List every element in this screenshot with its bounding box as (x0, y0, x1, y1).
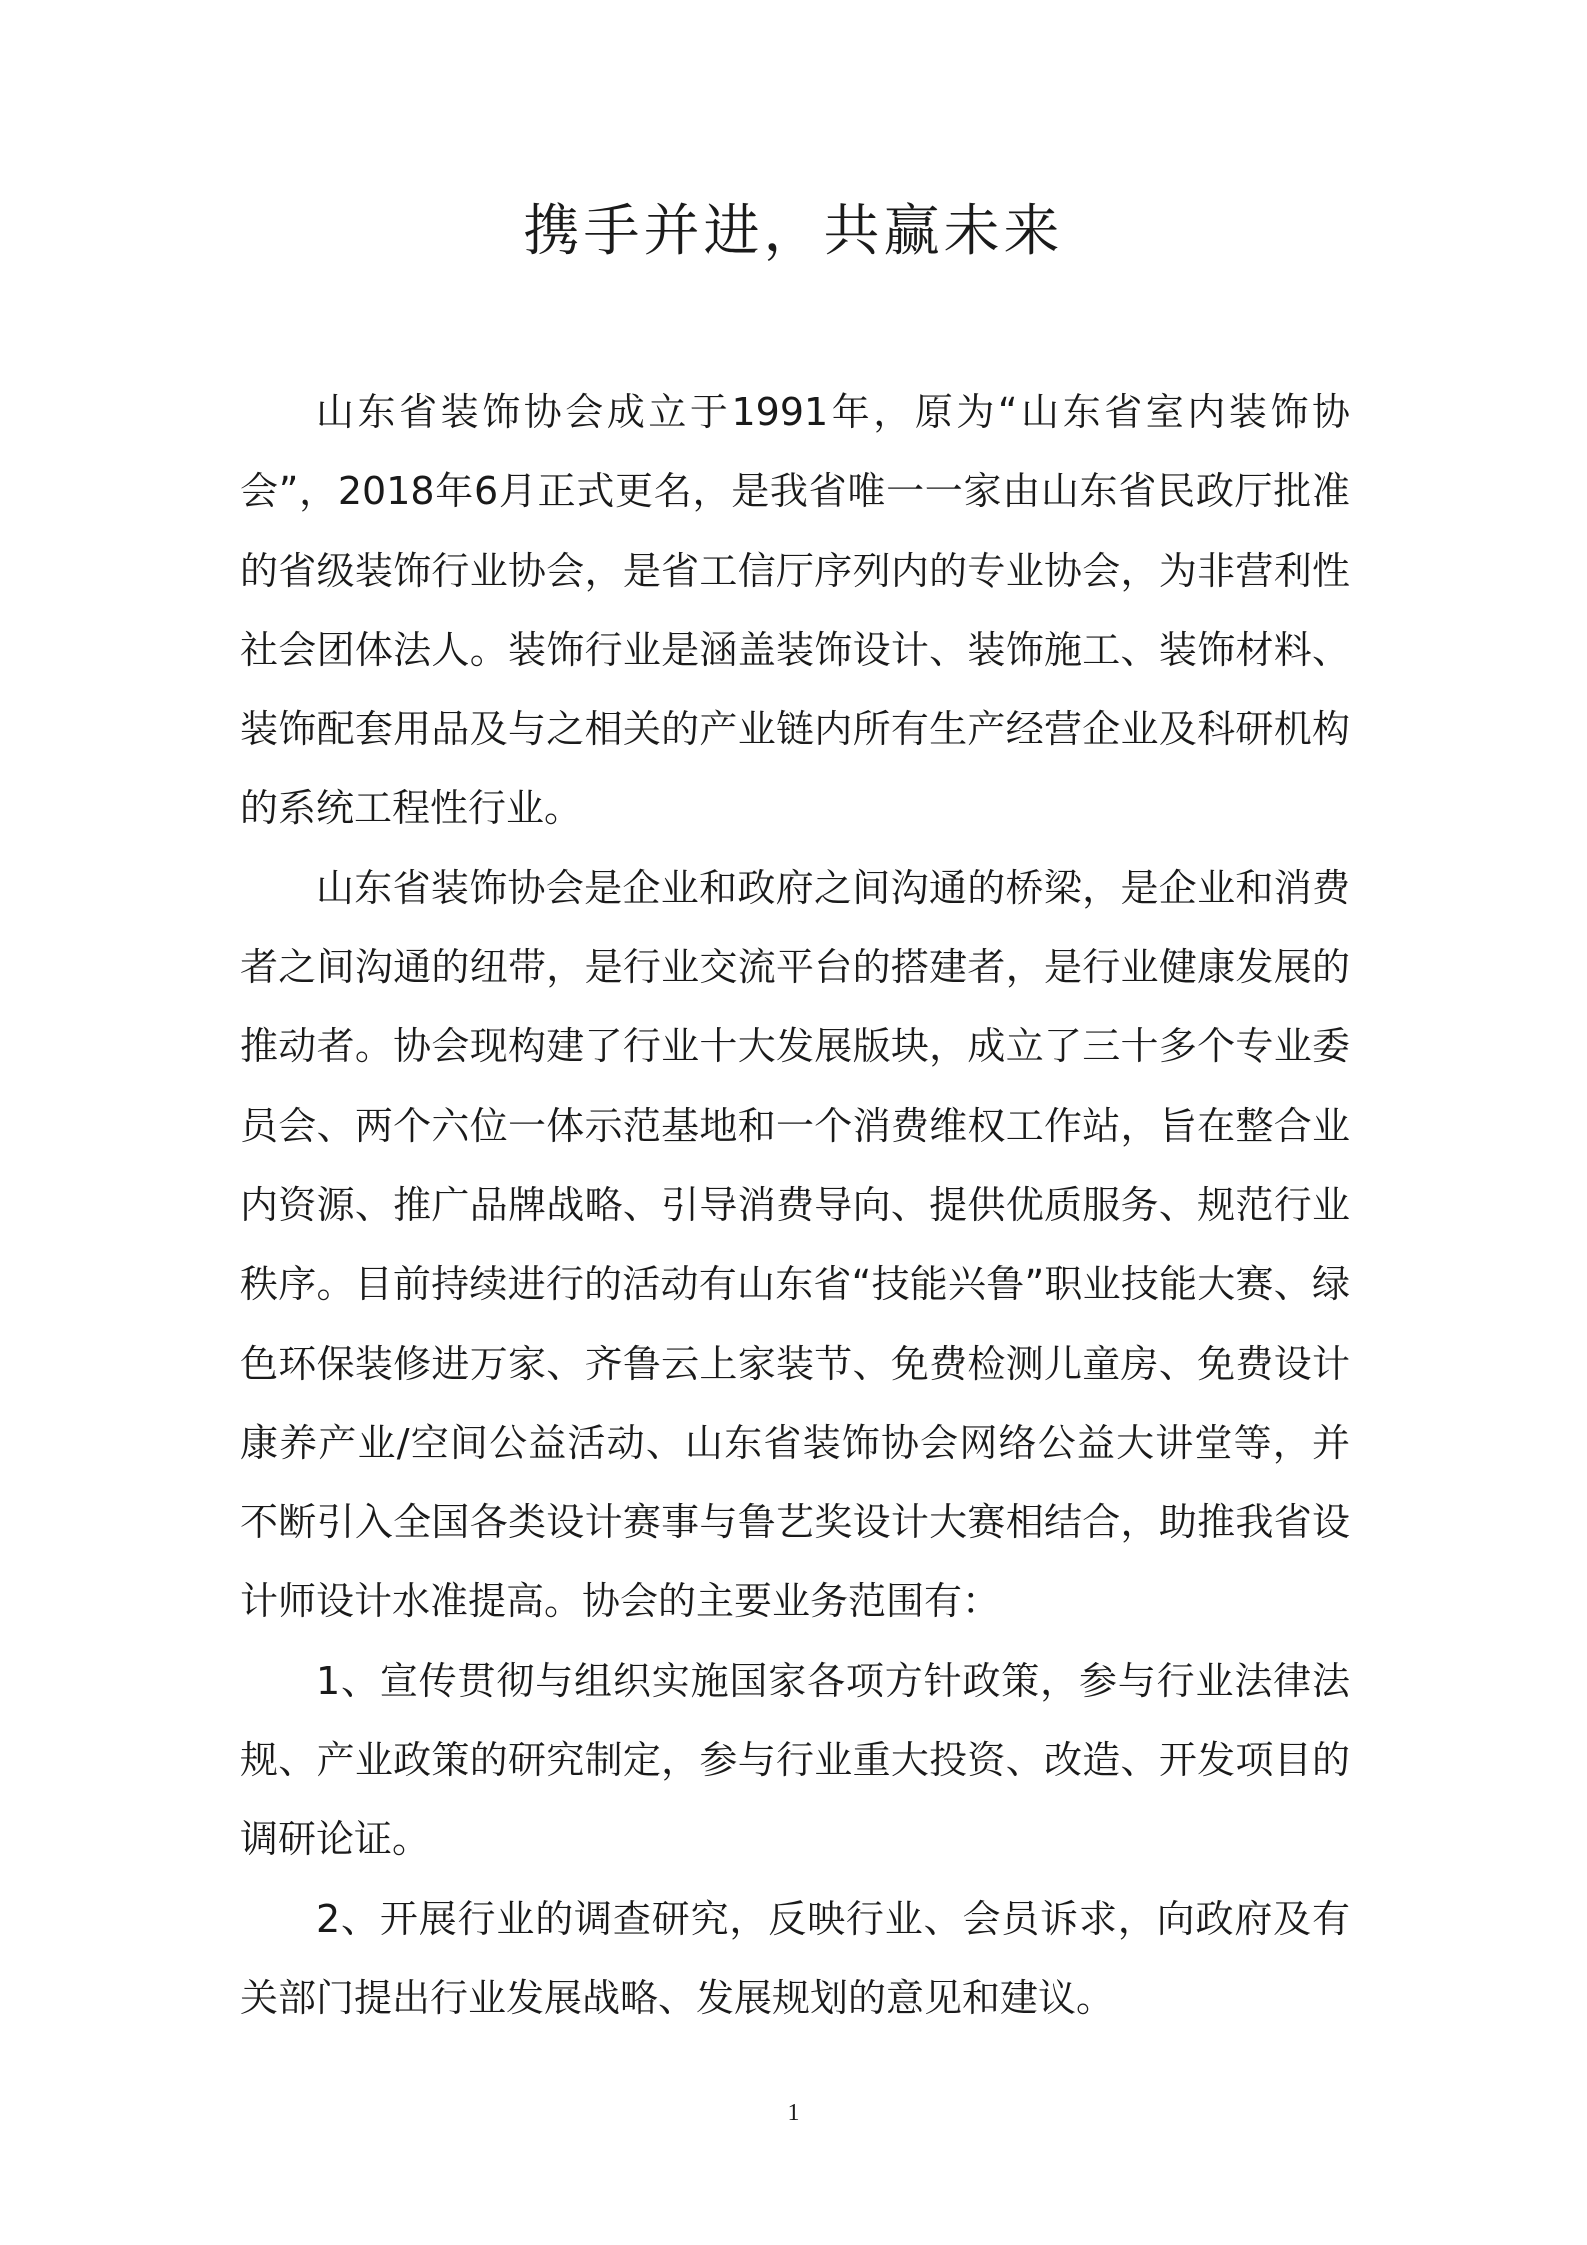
document-body (240, 373, 1350, 2038)
paragraph-business-item-1: 1、宣传贯彻与组织实施国家各项方针政策，参与行业法律法规、产业政策的研究制定，参与行业重大投资、改造、开发项目的调研论证。 (240, 1658, 1350, 1862)
page-number: 1 (787, 2100, 800, 2126)
paragraph-association-intro: 山东省装饰协会成立于1991年，原为“山东省室内装饰协会”，2018年6月正式更名，是我省唯一一家由山东省民政厅批准的省级装饰行业协会，是省工信厅序列内的专业协会，为非营利性社会团体法人。装饰行业是涵盖装饰设计、装饰施工、装饰材料、装饰配套用品及与之相关的产业链内所有生产经营企业及科研机构的系统工程性行业。 (240, 390, 1350, 831)
paragraph-association-role: 山东省装饰协会是企业和政府之间沟通的桥梁，是企业和消费者之间沟通的纽带，是行业交流平台的搭建者，是行业健康发展的推动者。协会现构建了行业十大发展版块，成立了三十多个专业委员会、两个六位一体示范基地和一个消费维权工作站，旨在整合业内资源、推广品牌战略、引导消费导向、提供优质服务、规范行业秩序。目前持续进行的活动有山东省“技能兴鲁”职业技能大赛、绿色环保装修进万家、齐鲁云上家装节、免费检测儿童房、免费设计康养产业/空间公益活动、山东省装饰协会网络公益大讲堂等，并不断引入全国各类设计赛事与鲁艺奖设计大赛相结合，助推我省设计师设计水准提高。协会的主要业务范围有： (240, 865, 1350, 1624)
paragraph-business-item-2: 2、开展行业的调查研究，反映行业、会员诉求，向政府及有关部门提出行业发展战略、发展规划的意见和建议。 (240, 1896, 1350, 2020)
document-title: 携手并进，共赢未来 (523, 199, 1064, 264)
